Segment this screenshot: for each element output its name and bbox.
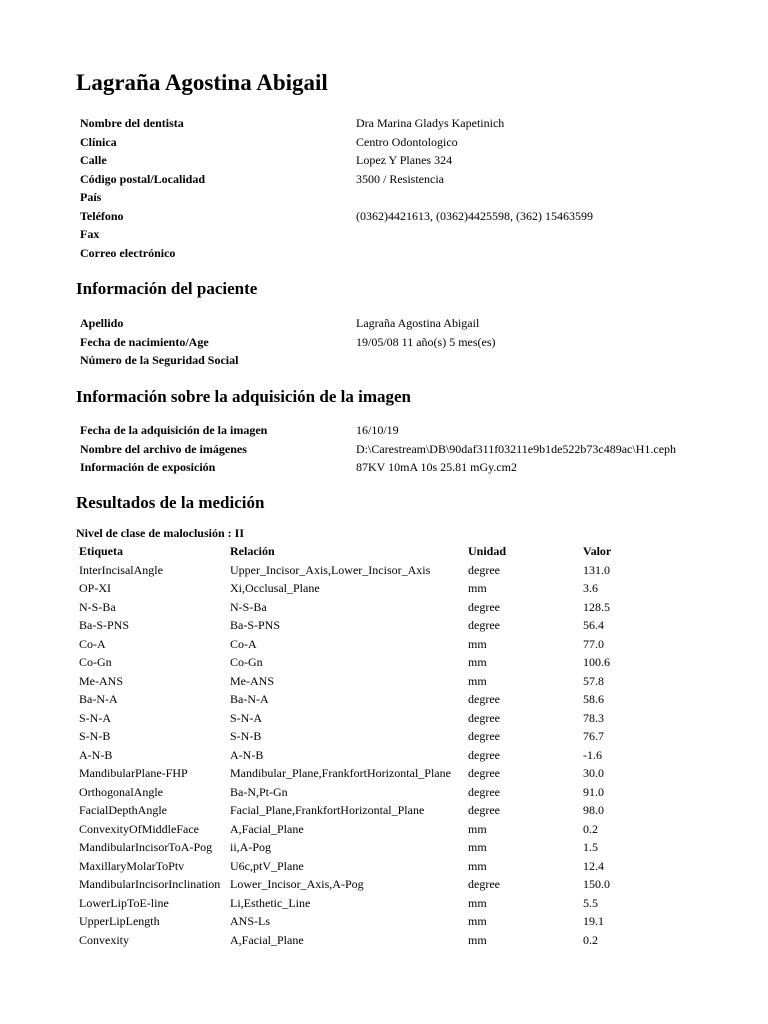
field-label: Fecha de nacimiento/Age	[80, 334, 209, 349]
measurement-value: 58.6	[583, 692, 604, 706]
measurement-unit: mm	[468, 581, 487, 595]
measurement-unit: degree	[468, 710, 500, 725]
acquisition-info-row	[80, 440, 756, 459]
field-label: Calle	[80, 153, 107, 167]
measurement-value: 5.5	[583, 895, 598, 910]
dentist-info-row	[80, 188, 756, 207]
field-label: Código postal/Localidad	[80, 171, 206, 186]
measurement-row	[79, 616, 756, 635]
field-value: 87KV 10mA 10s 25.81 mGy.cm2	[356, 460, 518, 474]
patient-section-title: Información del paciente	[76, 279, 258, 298]
field-label: Fecha de la adquisición de la imagen	[80, 423, 268, 437]
measurement-unit: mm	[468, 636, 487, 651]
measurement-relation: N-S-Ba	[230, 599, 267, 614]
measurement-relation: S-N-B	[230, 729, 262, 743]
measurement-label: LowerLipToE-line	[79, 895, 169, 910]
measurement-relation: Li,Esthetic_Line	[230, 895, 311, 910]
measurement-relation: Mandibular_Plane,FrankfortHorizontal_Plane	[230, 766, 451, 780]
measurement-label: A-N-B	[79, 747, 113, 762]
acquisition-info-table	[80, 421, 756, 477]
measurement-table	[79, 542, 756, 949]
field-label: Apellido	[80, 316, 124, 330]
measurement-relation: Co-Gn	[230, 655, 263, 669]
dentist-info-row	[80, 207, 756, 226]
measurement-value: -1.6	[583, 747, 602, 762]
field-label: Nombre del dentista	[80, 116, 184, 130]
field-label: Nombre del archivo de imágenes	[80, 441, 247, 456]
patient-info-row	[80, 333, 756, 352]
measurement-value: 3.6	[583, 581, 598, 595]
dentist-info-row	[80, 151, 756, 170]
measurement-value: 100.6	[583, 655, 610, 669]
measurement-unit: mm	[468, 821, 487, 836]
measurement-value: 91.0	[583, 784, 604, 799]
measurement-value: 19.1	[583, 914, 604, 928]
field-label: Correo electrónico	[80, 245, 176, 260]
measurement-value: 0.2	[583, 821, 598, 836]
measurement-relation: A,Facial_Plane	[230, 932, 304, 947]
measurement-value: 77.0	[583, 636, 604, 651]
measurement-row	[79, 561, 756, 580]
measurement-row	[79, 857, 756, 876]
field-value: 3500 / Resistencia	[356, 171, 444, 186]
measurement-label: MandibularPlane-FHP	[79, 766, 188, 780]
measurement-relation: Ba-N,Pt-Gn	[230, 784, 288, 799]
field-label: Información de exposición	[80, 460, 216, 474]
measurement-value: 76.7	[583, 729, 604, 743]
measurement-row	[79, 690, 756, 709]
column-header-unit: Unidad	[468, 544, 507, 558]
measurement-label: MaxillaryMolarToPtv	[79, 858, 185, 873]
measurement-relation: Co-A	[230, 636, 257, 651]
field-value: 16/10/19	[356, 423, 399, 437]
measurement-label: FacialDepthAngle	[79, 803, 167, 817]
measurement-unit: mm	[468, 840, 487, 854]
measurement-row	[79, 820, 756, 839]
acquisition-info-row	[80, 458, 756, 477]
measurement-relation: ii,A-Pog	[230, 840, 272, 854]
measurement-label: OrthogonalAngle	[79, 784, 163, 799]
measurement-value: 1.5	[583, 840, 598, 854]
measurement-label: OP-XI	[79, 581, 111, 595]
measurement-unit: degree	[468, 747, 500, 762]
measurement-value: 0.2	[583, 932, 598, 947]
field-label: Fax	[80, 227, 100, 241]
patient-name-title: Lagraña Agostina Abigail	[76, 70, 328, 95]
measurement-relation: ANS-Ls	[230, 914, 271, 928]
field-value: (0362)4421613, (0362)4425598, (362) 15463599	[356, 208, 593, 223]
column-header-relation: Relación	[230, 544, 275, 558]
measurement-relation: Lower_Incisor_Axis,A-Pog	[230, 877, 364, 891]
measurement-row	[79, 598, 756, 617]
measurement-relation: Upper_Incisor_Axis,Lower_Incisor_Axis	[230, 562, 431, 577]
measurement-row	[79, 746, 756, 765]
measurement-label: Co-A	[79, 636, 106, 651]
measurement-row	[79, 653, 756, 672]
measurement-relation: Xi,Occlusal_Plane	[230, 581, 320, 595]
acquisition-info-row	[80, 421, 756, 440]
field-value: Centro Odontologico	[356, 134, 458, 149]
measurement-row	[79, 672, 756, 691]
measurement-relation: U6c,ptV_Plane	[230, 858, 304, 873]
results-section-title: Resultados de la medición	[76, 493, 265, 512]
measurement-row	[79, 783, 756, 802]
measurement-header-row	[79, 542, 756, 561]
measurement-label: Ba-S-PNS	[79, 618, 130, 632]
malocclusion-level: Nivel de clase de maloclusión : II	[76, 526, 244, 540]
field-label: País	[80, 190, 102, 204]
field-label: Número de la Seguridad Social	[80, 353, 239, 367]
measurement-unit: degree	[468, 803, 500, 817]
measurement-label: S-N-A	[79, 710, 111, 725]
measurement-label: Me-ANS	[79, 673, 123, 688]
measurement-value: 12.4	[583, 858, 604, 873]
measurement-unit: degree	[468, 692, 500, 706]
measurement-value: 128.5	[583, 599, 610, 614]
acquisition-section-title: Información sobre la adquisición de la imagen	[76, 387, 411, 406]
measurement-row	[79, 894, 756, 913]
patient-info-row	[80, 314, 756, 333]
measurement-unit: degree	[468, 599, 500, 614]
measurement-unit: degree	[468, 562, 500, 577]
measurement-rows	[79, 561, 756, 950]
measurement-row	[79, 709, 756, 728]
measurement-label: Ba-N-A	[79, 692, 118, 706]
dentist-info-row	[80, 225, 756, 244]
measurement-value: 131.0	[583, 562, 610, 577]
measurement-unit: degree	[468, 729, 500, 743]
dentist-info-table	[80, 114, 756, 262]
dentist-info-row	[80, 133, 756, 152]
measurement-row	[79, 635, 756, 654]
measurement-label: S-N-B	[79, 729, 111, 743]
measurement-unit: degree	[468, 766, 500, 780]
measurement-row	[79, 875, 756, 894]
measurement-label: Convexity	[79, 932, 129, 947]
patient-info-table	[80, 314, 756, 370]
measurement-value: 78.3	[583, 710, 604, 725]
measurement-row	[79, 579, 756, 598]
measurement-label: MandibularIncisorToA-Pog	[79, 840, 213, 854]
measurement-label: ConvexityOfMiddleFace	[79, 821, 199, 836]
measurement-value: 150.0	[583, 877, 610, 891]
measurement-row	[79, 931, 756, 950]
measurement-label: MandibularIncisorInclination	[79, 877, 221, 891]
measurement-value: 30.0	[583, 766, 604, 780]
field-label: Teléfono	[80, 208, 124, 223]
measurement-row	[79, 838, 756, 857]
measurement-unit: mm	[468, 858, 487, 873]
patient-info-row	[80, 351, 756, 370]
field-label: Clínica	[80, 134, 117, 149]
measurement-value: 57.8	[583, 673, 604, 688]
measurement-unit: mm	[468, 655, 487, 669]
measurement-label: N-S-Ba	[79, 599, 116, 614]
field-value: 19/05/08 11 año(s) 5 mes(es)	[356, 334, 496, 349]
measurement-unit: degree	[468, 877, 500, 891]
field-value: Lagraña Agostina Abigail	[356, 316, 480, 330]
measurement-relation: Me-ANS	[230, 673, 274, 688]
measurement-unit: degree	[468, 618, 500, 632]
measurement-row	[79, 912, 756, 931]
measurement-relation: A-N-B	[230, 747, 264, 762]
measurement-label: UpperLipLength	[79, 914, 160, 928]
measurement-unit: mm	[468, 673, 487, 688]
measurement-relation: Ba-S-PNS	[230, 618, 281, 632]
measurement-relation: Facial_Plane,FrankfortHorizontal_Plane	[230, 803, 425, 817]
measurement-unit: mm	[468, 932, 487, 947]
measurement-row	[79, 764, 756, 783]
dentist-info-row	[80, 170, 756, 189]
measurement-value: 98.0	[583, 803, 604, 817]
measurement-unit: degree	[468, 784, 500, 799]
measurement-label: InterIncisalAngle	[79, 562, 163, 577]
column-header-label: Etiqueta	[79, 544, 124, 558]
field-value: Lopez Y Planes 324	[356, 153, 453, 167]
field-value: D:\Carestream\DB\90daf311f03211e9b1de522b73c489ac\H1.ceph	[356, 441, 677, 456]
measurement-label: Co-Gn	[79, 655, 112, 669]
dentist-info-row	[80, 114, 756, 133]
measurement-relation: S-N-A	[230, 710, 262, 725]
measurement-value: 56.4	[583, 618, 604, 632]
measurement-relation: Ba-N-A	[230, 692, 269, 706]
measurement-row	[79, 727, 756, 746]
column-header-value: Valor	[583, 544, 612, 558]
field-value: Dra Marina Gladys Kapetinich	[356, 116, 505, 130]
measurement-relation: A,Facial_Plane	[230, 821, 304, 836]
measurement-unit: mm	[468, 914, 487, 928]
measurement-unit: mm	[468, 895, 487, 910]
dentist-info-row	[80, 244, 756, 263]
measurement-row	[79, 801, 756, 820]
